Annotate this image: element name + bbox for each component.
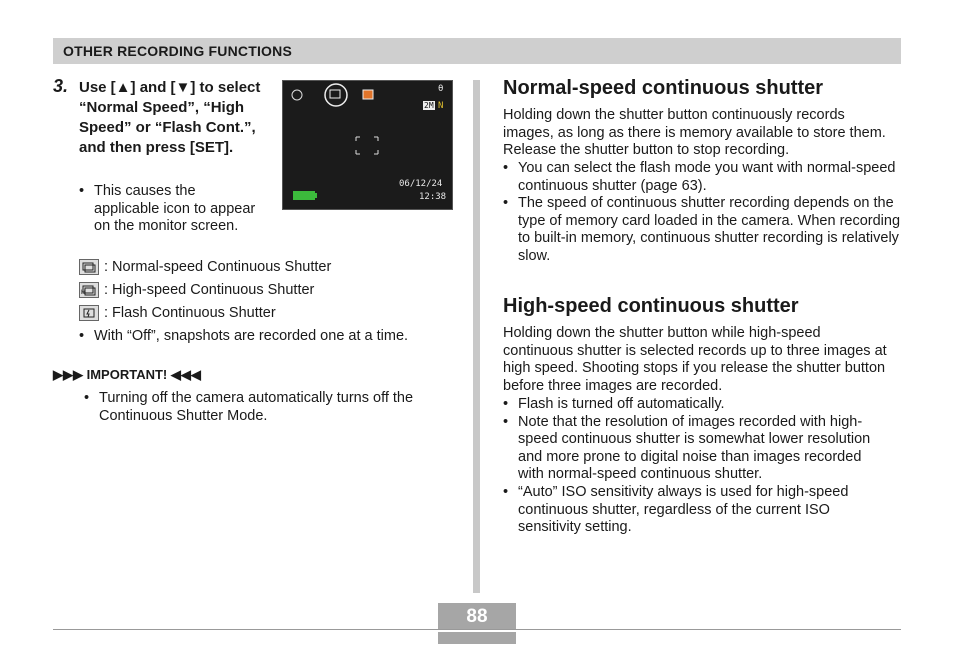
high-speed-body: Holding down the shutter button while high-speed continuous shutter is selected records up to three images at high speed. Shooting stops if you release the shutter button before three images are recorded. [503, 325, 887, 395]
step-instruction: Use [▲] and [▼] to select “Normal Speed”, “High Speed” or “Flash Cont.”, and then press [SET]. [79, 79, 261, 156]
section-title: OTHER RECORDING FUNCTIONS [63, 43, 292, 59]
important-label: ▶▶▶ IMPORTANT! ◀◀◀ [53, 367, 201, 382]
lcd-size: 2M [424, 101, 434, 110]
normal-speed-continuous-icon [79, 259, 99, 275]
list-item: • Flash is turned off automatically. [503, 396, 725, 412]
list-item: • You can select the flash mode you want with normal-speed continuous shutter (page 63). [503, 160, 896, 194]
lcd-time: 12:38 [419, 192, 447, 202]
high-speed-heading: High-speed continuous shutter [503, 295, 799, 317]
important-left-icon: ▶▶▶ [53, 367, 87, 382]
step-number: 3. [53, 76, 69, 96]
icon-legend-high: H : High-speed Continuous Shutter [81, 282, 315, 298]
camera-monitor-image: θ 2M N 06/12/24 12:38 [282, 80, 453, 210]
normal-speed-body: Holding down the shutter button continuously records images, as long as there is memory available to store them. Release the shutter button to stop recording. [503, 107, 886, 159]
step-bullet: • This causes the applicable icon to appear on the monitor screen. [79, 183, 256, 235]
important-right-icon: ◀◀◀ [167, 367, 201, 382]
lcd-date: 06/12/24 [399, 179, 443, 189]
column-divider [473, 80, 480, 593]
svg-text:H: H [81, 290, 86, 297]
list-item: • The speed of continuous shutter recording depends on the type of memory card loaded in the camera. When recording to built-in memory, continuous shutter recording is relatively slow. [503, 195, 901, 264]
normal-speed-heading: Normal-speed continuous shutter [503, 77, 824, 99]
off-note: • With “Off”, snapshots are recorded one at a time. [79, 328, 409, 344]
list-item: • Note that the resolution of images recorded with high-speed continuous shutter is somewhat lower resolution and more prone to digital noise than images recorded with normal-speed continuous shutter. [503, 413, 871, 483]
page-number-box [438, 603, 516, 645]
step-bullet-text: This causes the applicable icon to appear on the monitor screen. [94, 183, 256, 235]
important-note: • Turning off the camera automatically turns off the Continuous Shutter Mode. [84, 390, 414, 424]
high-speed-continuous-icon [79, 282, 99, 298]
normal-speed-bullets [503, 160, 903, 266]
page-number: 88 [438, 603, 516, 629]
icon-legend-normal: : Normal-speed Continuous Shutter [79, 259, 331, 275]
list-item: • “Auto” ISO sensitivity always is used for high-speed continuous shutter, regardless of the current ISO sensitivity setting. [503, 483, 849, 536]
section-header [53, 38, 901, 64]
lcd-quality: N [438, 101, 444, 111]
icon-legend-flash: : Flash Continuous Shutter [79, 305, 276, 321]
high-speed-bullets [503, 396, 883, 537]
flash-continuous-icon [79, 305, 99, 321]
